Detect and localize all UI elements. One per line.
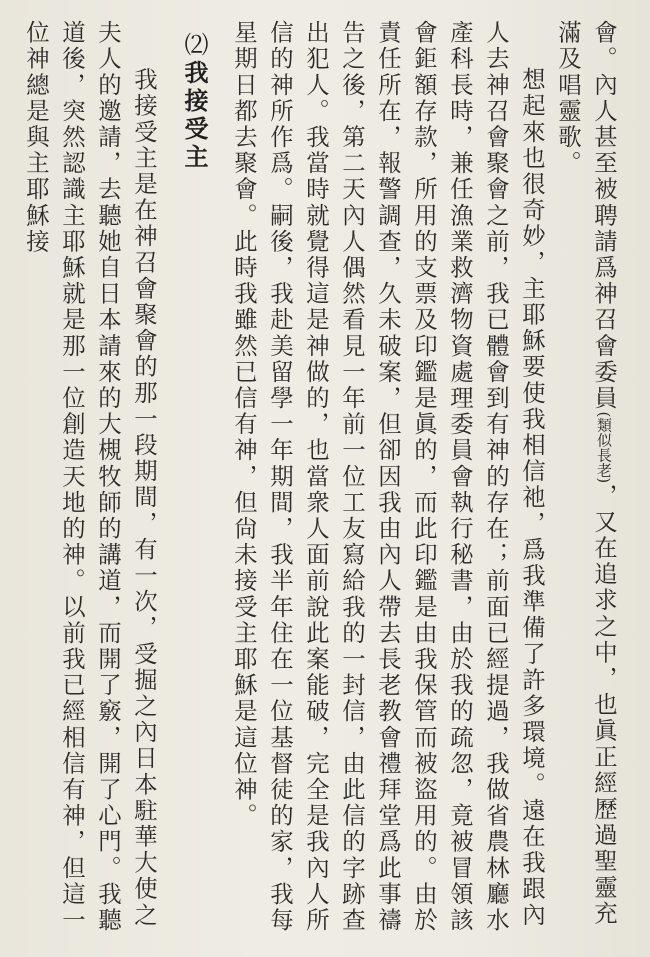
paragraph-continuation xyxy=(550,20,622,950)
section-number: ⑵ xyxy=(180,32,208,60)
section-title: 我接受主 xyxy=(180,60,208,172)
vertical-text-block xyxy=(18,20,622,950)
paragraph-text: ，又在追求之中，也眞正經歷過聖靈充滿及唱靈歌。 xyxy=(554,20,618,927)
paragraph-testimony: 想起來也很奇妙，主耶穌要使我相信祂，爲我準備了許多環境。遠在我跟內人去神召會聚會之前，我已體會到有神的存在；前面已經提過，我做省農林廳水產科長時，兼任漁業救濟物資處理委員會執行秘書，由於我的疏忽，竟被冒領該會鉅額存款，所用的支票及印鑑是眞的，而此印鑑是由我保管而被盜用的。由於責任所在，報警調查，久未破案，但卻因我由內人帶去長老教會禮拜堂爲此事禱告之後，第二天內人偶然看見一年前一位工友寫給我的一封信，由此信的字跡查出犯人。我當時就覺得這是神做的，也當衆人面前說此案能破，完全是我內人所信的神所作爲。嗣後，我赴美留學一年期間，我半年住在一位基督徒的家，我每星期日都去聚會。此時我雖然已信有神，但尙未接受主耶穌是這位神。 xyxy=(230,20,546,934)
annotation-small-text: (類似長老) xyxy=(595,411,613,484)
section-heading xyxy=(162,20,226,950)
paragraph-text: 會。內人甚至被聘請爲神召會委員 xyxy=(590,20,618,412)
paragraph-acceptance: 我接受主是在神召會聚會的那一段期間，有一次，受掘之內日本駐華大使之夫人的邀請，去聽她自日本請來的大槻牧師的講道，而開了竅，開了心門。我聽道後，突然認識主耶穌就是那一位創造天地的神。以前我已經相信有神，但這一位神總是與主耶穌接 xyxy=(22,20,158,934)
